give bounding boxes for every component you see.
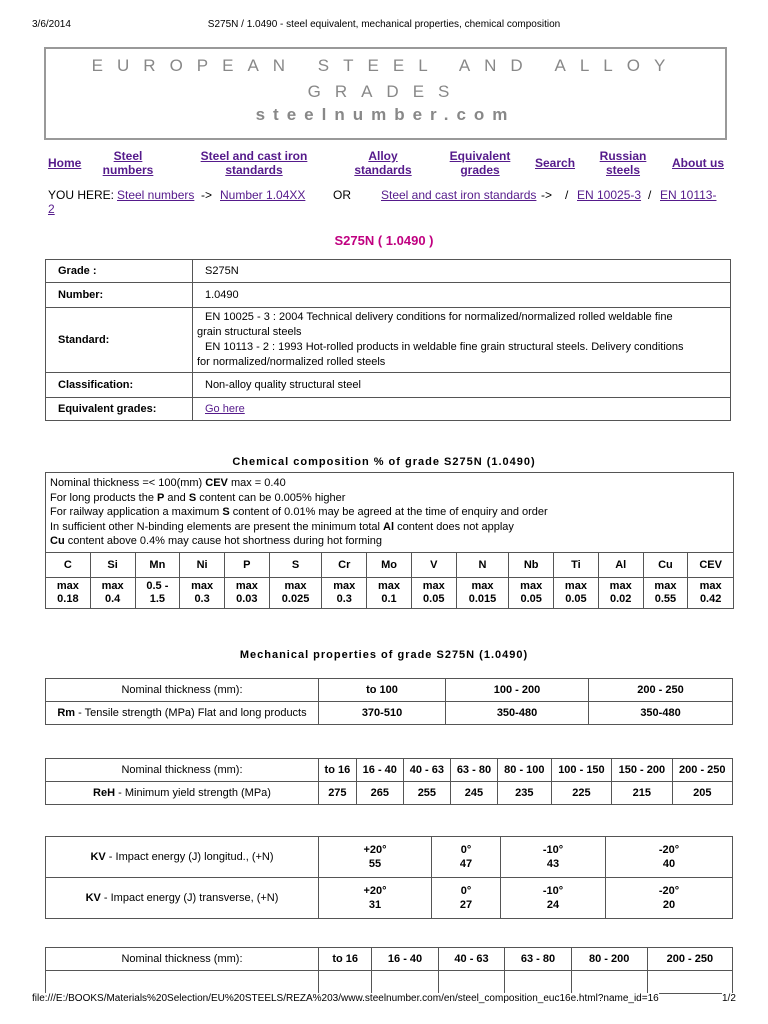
banner-line3: steelnumber.com	[255, 105, 516, 124]
thickness-label: Nominal thickness (mm):	[46, 759, 319, 782]
equivalent-label: Equivalent grades:	[46, 398, 193, 421]
chem-el: Mn	[135, 553, 180, 578]
standard-line2: grain structural steels	[197, 326, 302, 338]
chem-val-l2: 0.05	[423, 593, 445, 605]
note-text: content can be 0.005% higher	[196, 491, 346, 504]
chem-val	[269, 578, 322, 609]
thickness-label: Nominal thickness (mm):	[46, 948, 319, 971]
nav-equivalent[interactable]	[448, 149, 512, 177]
chem-val-l2: 0.4	[104, 593, 121, 605]
chem-val-l1: max	[609, 580, 632, 592]
chem-el: N	[456, 553, 509, 578]
thickness-col: to 16	[319, 948, 372, 971]
table-row	[46, 948, 733, 971]
reh-val: 205	[672, 782, 732, 805]
note-text: In sufficient other N-binding elements are present the minimum total	[50, 520, 384, 533]
chem-val	[598, 578, 643, 609]
kv-temp: -10°	[542, 885, 564, 897]
empty-cell	[46, 971, 319, 994]
note-text: Nominal thickness =< 100(mm)	[50, 477, 206, 489]
table-row	[46, 782, 733, 805]
note-text: For long products the	[50, 491, 158, 504]
note-text: For railway application a maximum	[50, 506, 223, 518]
print-footer-path: file:///E:/BOOKS/Materials%20Selection/EU%20STEELS/REZA%203/www.steelnumber.com/en/steel_composition_euc16e.html?name_id=16	[32, 993, 659, 1004]
table-row	[46, 759, 733, 782]
thickness-col: 40 - 63	[403, 759, 450, 782]
chem-el: Al	[598, 553, 643, 578]
chem-val-l2: 0.05	[565, 593, 587, 605]
kv-symbol: KV	[85, 892, 101, 904]
chem-el: Cr	[322, 553, 367, 578]
kv-long	[319, 837, 432, 878]
kv-val: 55	[368, 858, 382, 870]
chem-val	[224, 578, 269, 609]
chem-el: Ti	[554, 553, 599, 578]
note-bold: Al	[383, 520, 395, 533]
grade-value: S275N	[193, 260, 731, 283]
reh-text: - Minimum yield strength (MPa)	[115, 787, 271, 799]
standard-line4: for normalized/normalized rolled steels	[197, 356, 386, 368]
kv-long	[432, 837, 501, 878]
chem-val-l2: 0.02	[609, 593, 632, 605]
thickness-col: 200 - 250	[672, 759, 732, 782]
crumb-arrow-2: ->	[541, 188, 553, 202]
table-row	[46, 971, 733, 994]
note-text: content does not applay	[394, 520, 514, 533]
crumb-steel-numbers[interactable]: Steel numbers	[117, 188, 195, 202]
note-bold: Cu	[50, 535, 65, 547]
chem-element-row	[46, 553, 734, 578]
thickness-col: 40 - 63	[438, 948, 504, 971]
equivalent-go-here-link[interactable]: Go here	[205, 403, 245, 415]
impact-table	[45, 836, 733, 919]
kv-long	[606, 837, 733, 878]
kv-text: - Impact energy (J) transverse, (+N)	[100, 892, 279, 904]
nav-equiv-l1: Equivalent	[449, 149, 511, 163]
crumb-number[interactable]: Number 1.04XX	[220, 188, 306, 202]
kv-trans	[606, 878, 733, 919]
kv-val: 47	[459, 858, 473, 870]
crumb-you-here: YOU HERE:	[48, 188, 115, 202]
crumb-sep-2: /	[648, 188, 652, 202]
nav-alloy-l2: standards	[354, 163, 412, 177]
table-row	[46, 398, 731, 421]
thickness-col: 100 - 200	[446, 679, 589, 702]
kv-long-label	[46, 837, 319, 878]
empty-cell	[372, 971, 438, 994]
tensile-table	[45, 678, 733, 725]
chem-val	[643, 578, 688, 609]
chem-val-l2: 0.015	[468, 593, 497, 605]
rm-val: 370-510	[319, 702, 446, 725]
chem-table	[45, 552, 734, 609]
rm-val: 350-480	[446, 702, 589, 725]
rm-label	[46, 702, 319, 725]
empty-cell	[571, 971, 647, 994]
crumb-or: OR	[333, 188, 351, 202]
nav-standards[interactable]	[198, 149, 310, 177]
kv-text: - Impact energy (J) longitud., (+N)	[105, 851, 274, 863]
chem-el: S	[269, 553, 322, 578]
kv-symbol: KV	[90, 851, 106, 863]
chem-note-5	[50, 534, 729, 549]
chem-val-l1: max	[284, 580, 307, 592]
nav-standards-l2: standards	[225, 163, 283, 177]
standard-line3: EN 10113 - 2 : 1993 Hot-rolled products in weldable fine grain structural steels. Delivery conditions	[205, 341, 684, 353]
note-text: max = 0.40	[227, 477, 286, 489]
thickness-col: 80 - 100	[497, 759, 551, 782]
kv-temp: 0°	[460, 844, 472, 856]
reh-label	[46, 782, 319, 805]
thickness-col: 16 - 40	[372, 948, 438, 971]
kv-temp: -10°	[542, 844, 564, 856]
nav-steel-numbers-l1: Steel	[113, 149, 143, 163]
chem-notes	[45, 472, 734, 552]
reh-val: 235	[497, 782, 551, 805]
chem-val-l1: max	[654, 580, 677, 592]
reh-val: 265	[356, 782, 403, 805]
chem-el: V	[411, 553, 456, 578]
note-bold: CEV	[205, 477, 228, 489]
nav-standards-l1: Steel and cast iron	[200, 149, 308, 163]
empty-cell	[438, 971, 504, 994]
chem-val	[135, 578, 180, 609]
table-row	[46, 373, 731, 398]
chem-note-1	[50, 476, 729, 491]
note-bold: S	[188, 491, 197, 504]
chem-val	[90, 578, 135, 609]
rm-val: 350-480	[589, 702, 733, 725]
thickness-col: 63 - 80	[505, 948, 571, 971]
chem-val	[180, 578, 225, 609]
classification-label: Classification:	[46, 373, 193, 398]
nav-home[interactable]: Home	[48, 156, 82, 170]
chem-el: Si	[90, 553, 135, 578]
chem-val	[509, 578, 554, 609]
thickness-label: Nominal thickness (mm):	[46, 679, 319, 702]
site-banner	[44, 47, 727, 140]
reh-val: 255	[403, 782, 450, 805]
empty-cell	[647, 971, 732, 994]
chem-val-l2: 0.05	[520, 593, 542, 605]
thickness-table-4	[45, 947, 733, 994]
table-row	[46, 702, 733, 725]
note-bold: P	[157, 491, 165, 504]
crumb-en10113[interactable]: EN 10113-	[660, 188, 717, 202]
nav-russian[interactable]	[596, 149, 650, 177]
reh-val: 275	[319, 782, 357, 805]
crumb-arrow-1: ->	[201, 188, 213, 202]
kv-temp: 0°	[460, 885, 472, 897]
kv-temp: +20°	[363, 844, 387, 856]
kv-val: 40	[662, 858, 676, 870]
chem-val-l1: max	[101, 580, 124, 592]
kv-long	[501, 837, 606, 878]
crumb-en10113-wrap[interactable]: 2	[48, 202, 55, 216]
chem-note-3	[50, 505, 729, 520]
chem-val-l2: 0.55	[654, 593, 677, 605]
table-row	[46, 283, 731, 308]
chem-val-l1: max	[520, 580, 543, 592]
crumb-standards[interactable]: Steel and cast iron standards	[381, 188, 537, 202]
chem-val-l1: max	[378, 580, 401, 592]
thickness-col: 80 - 200	[571, 948, 647, 971]
nav-russian-l2: steels	[605, 163, 641, 177]
chem-val-l1: max	[56, 580, 79, 592]
chem-val	[688, 578, 734, 609]
kv-trans	[432, 878, 501, 919]
chem-el: C	[46, 553, 91, 578]
nav-steel-numbers-l2: numbers	[102, 163, 154, 177]
table-row	[46, 837, 733, 878]
crumb-sep-1: /	[565, 188, 569, 202]
empty-cell	[505, 971, 571, 994]
standard-value	[193, 308, 731, 373]
chem-title: Chemical composition % of grade S275N (1.0490)	[232, 456, 536, 468]
grade-info-table	[45, 259, 731, 421]
chem-el: Mo	[367, 553, 412, 578]
thickness-col: 150 - 200	[612, 759, 672, 782]
chem-val-l1: max	[235, 580, 258, 592]
nav-search[interactable]: Search	[535, 156, 576, 170]
standard-label: Standard:	[46, 308, 193, 373]
note-text: content above 0.4% may cause hot shortness during hot forming	[64, 535, 383, 547]
chem-note-2	[50, 491, 729, 506]
empty-cell	[319, 971, 372, 994]
chem-val-l1: max	[333, 580, 356, 592]
chem-el: CEV	[688, 553, 734, 578]
thickness-col: to 16	[319, 759, 357, 782]
number-label: Number:	[46, 283, 193, 308]
grade-label: Grade :	[46, 260, 193, 283]
note-text: content of 0.01% may be agreed at the time of enquiry and order	[229, 506, 548, 518]
kv-val: 43	[546, 858, 560, 870]
kv-temp: -20°	[658, 844, 680, 856]
mech-title: Mechanical properties of grade S275N (1.0490)	[239, 649, 529, 661]
kv-trans-label	[46, 878, 319, 919]
rm-text: - Tensile strength (MPa) Flat and long products	[75, 707, 307, 719]
chem-value-row	[46, 578, 734, 609]
nav-steel-numbers[interactable]	[98, 149, 158, 177]
chem-note-4	[50, 520, 729, 535]
nav-alloy[interactable]	[350, 149, 416, 177]
equivalent-value	[193, 398, 731, 421]
table-row	[46, 878, 733, 919]
chem-val	[456, 578, 509, 609]
chem-val-l1: max	[422, 580, 445, 592]
chem-val-l1: max	[699, 580, 722, 592]
reh-symbol: ReH	[93, 787, 116, 799]
thickness-col: 200 - 250	[589, 679, 733, 702]
chem-val	[322, 578, 367, 609]
thickness-col: to 100	[319, 679, 446, 702]
chem-val-l2: 0.03	[236, 593, 258, 605]
page-title: S275N ( 1.0490 )	[334, 233, 434, 248]
table-row	[46, 679, 733, 702]
crumb-en10025[interactable]: EN 10025-3	[577, 188, 642, 202]
print-footer-page: 1/2	[722, 993, 736, 1004]
thickness-col: 100 - 150	[551, 759, 611, 782]
chem-el: Ni	[180, 553, 225, 578]
nav-alloy-l1: Alloy	[368, 149, 398, 163]
reh-val: 225	[551, 782, 611, 805]
chem-val-l1: 0.5 -	[146, 580, 169, 592]
yield-table	[45, 758, 733, 805]
kv-val: 31	[368, 899, 382, 911]
print-title: S275N / 1.0490 - steel equivalent, mechanical properties, chemical composition	[207, 19, 561, 30]
reh-val: 245	[450, 782, 497, 805]
kv-val: 27	[459, 899, 473, 911]
thickness-col: 63 - 80	[450, 759, 497, 782]
chem-el: Nb	[509, 553, 554, 578]
chem-val-l2: 0.1	[381, 593, 397, 605]
chem-el: P	[224, 553, 269, 578]
reh-val: 215	[612, 782, 672, 805]
number-value: 1.0490	[193, 283, 731, 308]
kv-temp: -20°	[658, 885, 680, 897]
chem-val-l1: max	[564, 580, 587, 592]
banner-line2: GRADES	[307, 82, 464, 101]
chem-val-l2: 0.025	[281, 593, 310, 605]
nav-russian-l1: Russian	[599, 149, 647, 163]
nav-about[interactable]: About us	[672, 156, 724, 170]
chem-val-l2: 0.3	[194, 593, 210, 605]
chem-val	[46, 578, 91, 609]
table-row	[46, 260, 731, 283]
chem-val-l2: 0.42	[699, 593, 722, 605]
rm-symbol: Rm	[57, 707, 76, 719]
print-date: 3/6/2014	[32, 19, 71, 30]
thickness-col: 200 - 250	[647, 948, 732, 971]
chem-val-l2: 0.3	[336, 593, 352, 605]
kv-trans	[319, 878, 432, 919]
note-bold: S	[222, 506, 230, 518]
banner-line1: EUROPEAN STEEL AND ALLOY	[91, 56, 680, 75]
table-row	[46, 308, 731, 373]
kv-temp: +20°	[363, 885, 387, 897]
chem-val-l1: max	[471, 580, 494, 592]
chem-val-l1: max	[191, 580, 214, 592]
kv-trans	[501, 878, 606, 919]
nav-equiv-l2: grades	[460, 163, 500, 177]
classification-value: Non-alloy quality structural steel	[193, 373, 731, 398]
chem-val-l2: 0.18	[57, 593, 79, 605]
chem-val	[367, 578, 412, 609]
note-text: and	[164, 491, 189, 504]
kv-val: 20	[662, 899, 676, 911]
chem-el: Cu	[643, 553, 688, 578]
standard-line1: EN 10025 - 3 : 2004 Technical delivery conditions for normalized/normalized rolled weldable fine	[205, 311, 673, 323]
kv-val: 24	[546, 899, 560, 911]
chem-val-l2: 1.5	[149, 593, 165, 605]
chem-val	[554, 578, 599, 609]
thickness-col: 16 - 40	[356, 759, 403, 782]
chem-val	[411, 578, 456, 609]
